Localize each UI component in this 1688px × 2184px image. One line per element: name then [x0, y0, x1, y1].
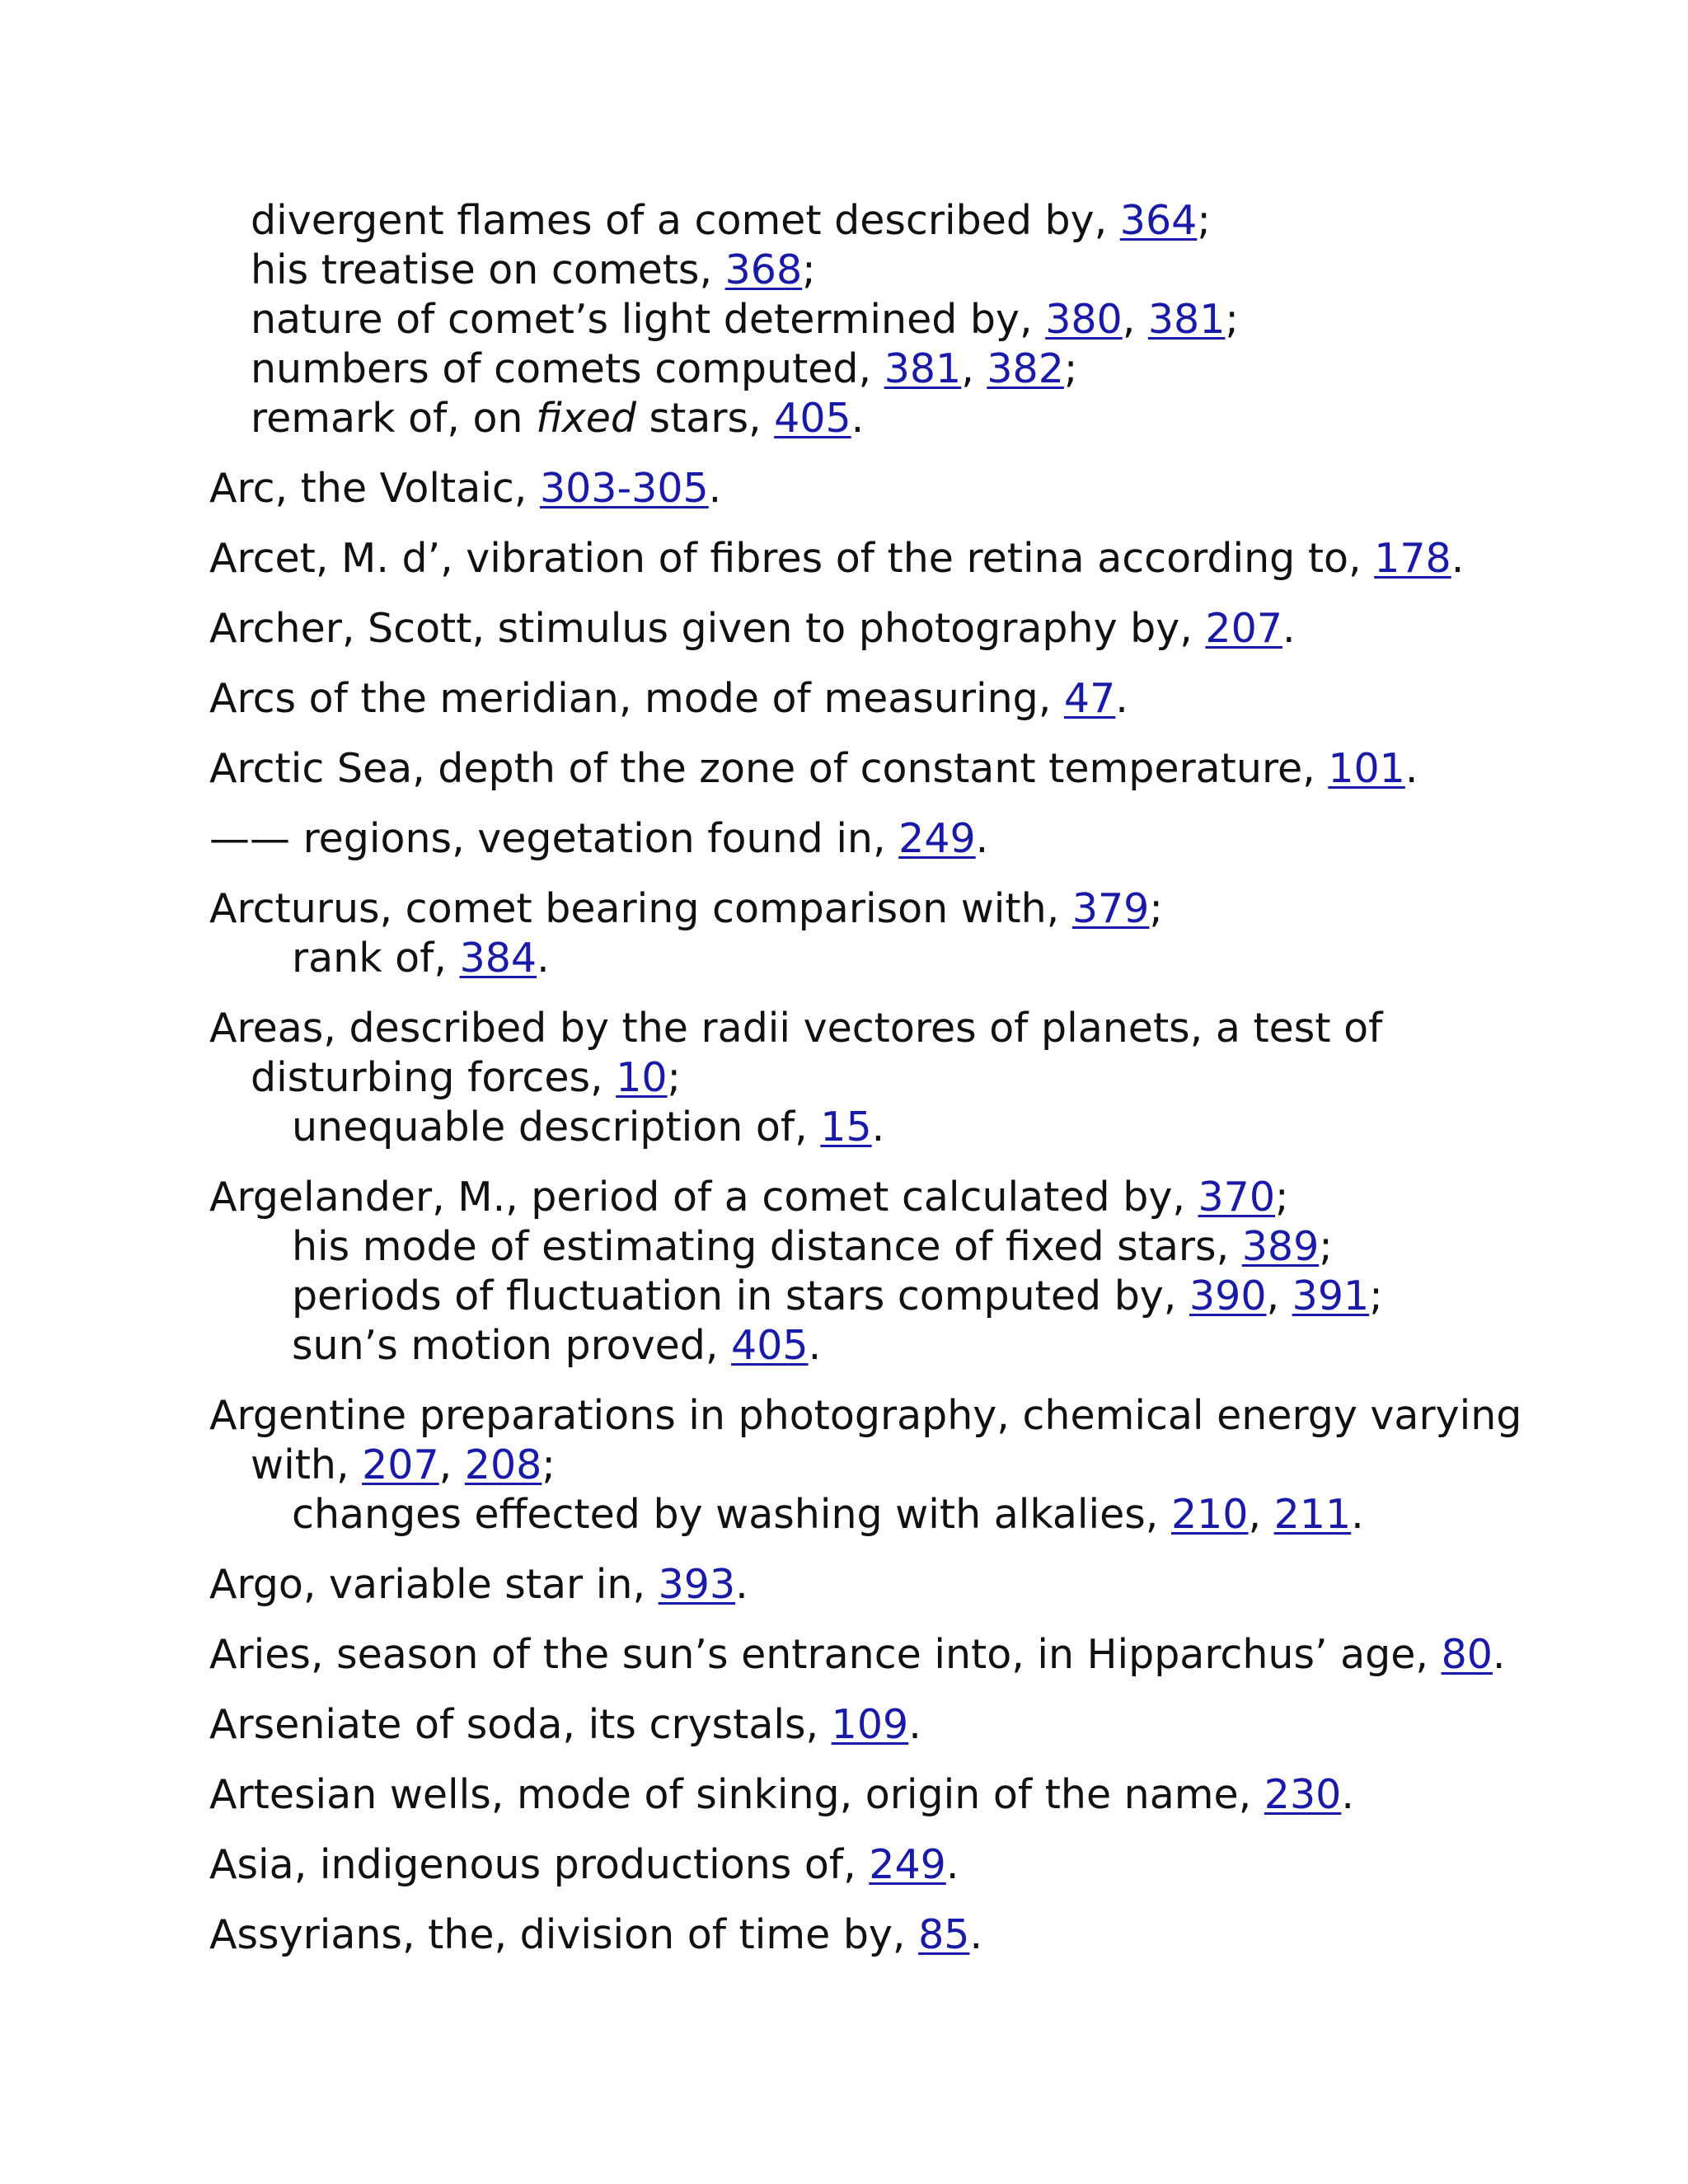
index-text: ,: [1266, 1272, 1292, 1319]
index-text: Assyrians, the, division of time by,: [209, 1911, 919, 1958]
index-sub-line: [251, 1103, 1528, 1152]
page-link[interactable]: 405: [731, 1322, 809, 1369]
index-text: Arcs of the meridian, mode of measuring,: [209, 675, 1064, 722]
index-entry: [209, 464, 1528, 513]
index-heading-line: [209, 745, 1418, 792]
index-text: Arctic Sea, depth of the zone of constant temperature,: [209, 745, 1329, 792]
index-entry: [209, 196, 1528, 443]
index-text: sun’s motion proved,: [292, 1322, 732, 1369]
index-page: [209, 196, 1528, 1980]
index-entry: [209, 1840, 1528, 1890]
page-link[interactable]: 405: [774, 395, 851, 442]
index-text: .: [1115, 675, 1128, 722]
index-heading-line: [209, 1841, 959, 1888]
index-text: ;: [1369, 1272, 1383, 1319]
page-link[interactable]: 303-305: [539, 465, 709, 512]
index-entry: [209, 1173, 1528, 1371]
index-text: unequable description of,: [292, 1104, 821, 1151]
index-text: divergent flames of a comet described by,: [251, 197, 1120, 244]
index-sub-line: [251, 1321, 1528, 1371]
page-link[interactable]: 208: [464, 1441, 542, 1488]
index-text: .: [537, 935, 550, 982]
index-entry: [209, 1391, 1528, 1540]
index-text: ,: [438, 1441, 465, 1488]
page-link[interactable]: 390: [1189, 1272, 1267, 1319]
index-text: his mode of estimating distance of fixed stars,: [292, 1223, 1242, 1270]
index-entry: [209, 534, 1528, 583]
page-link[interactable]: 379: [1071, 885, 1150, 932]
index-text: his treatise on comets,: [251, 246, 725, 293]
index-text-emphasis: fixed: [536, 395, 636, 442]
page-link[interactable]: 211: [1273, 1491, 1352, 1538]
index-entry: [209, 1004, 1528, 1152]
index-text: Arc, the Voltaic,: [209, 465, 540, 512]
page-link[interactable]: 10: [616, 1054, 668, 1101]
page-link[interactable]: 381: [884, 345, 962, 392]
index-text: .: [945, 1841, 959, 1888]
index-sub-line: [251, 295, 1528, 344]
index-text: ;: [1275, 1174, 1289, 1221]
page-link[interactable]: 384: [459, 935, 537, 982]
index-entry: [209, 604, 1528, 654]
index-text: rank of,: [292, 935, 460, 982]
index-text: .: [1341, 1771, 1354, 1818]
index-text: Argelander, M., period of a comet calculated by,: [209, 1174, 1198, 1221]
index-text: ,: [1248, 1491, 1274, 1538]
index-heading-line: [209, 1392, 1522, 1488]
index-heading-line: [209, 675, 1128, 722]
index-heading-line: [209, 1911, 982, 1958]
index-text: periods of fluctuation in stars computed by,: [292, 1272, 1189, 1319]
index-heading-line: [209, 1561, 748, 1608]
index-text: changes effected by washing with alkalies,: [292, 1491, 1171, 1538]
page-link[interactable]: 391: [1292, 1272, 1370, 1319]
index-text: Argo, variable star in,: [209, 1561, 659, 1608]
index-sub-line: [251, 1490, 1528, 1540]
index-entry: [209, 1630, 1528, 1680]
page-link[interactable]: 381: [1147, 296, 1226, 343]
page-link[interactable]: 210: [1170, 1491, 1249, 1538]
page-link[interactable]: 85: [918, 1911, 970, 1958]
index-text: .: [1404, 745, 1418, 792]
index-text: ;: [1149, 885, 1163, 932]
page-link[interactable]: 370: [1198, 1174, 1276, 1221]
page-link[interactable]: 368: [724, 246, 803, 293]
index-text: .: [735, 1561, 748, 1608]
index-sub-line: [251, 246, 1528, 295]
page-link[interactable]: 249: [898, 815, 976, 862]
index-text: numbers of comets computed,: [251, 345, 884, 392]
index-text: .: [908, 1701, 921, 1748]
index-text: .: [1451, 535, 1465, 582]
page-link[interactable]: 47: [1063, 675, 1116, 722]
index-text: ;: [1063, 345, 1078, 392]
index-text: ;: [802, 246, 816, 293]
index-entry: [209, 1770, 1528, 1820]
index-entry: [209, 1700, 1528, 1750]
index-sub-line: [251, 934, 1528, 983]
index-heading-line: [209, 605, 1296, 652]
index-heading-line: [209, 1701, 921, 1748]
index-sub-line: [251, 1222, 1528, 1272]
index-sub-line: [251, 1272, 1528, 1321]
index-heading-line: [209, 1005, 1382, 1101]
index-entry: [209, 674, 1528, 724]
index-text: Areas, described by the radii vectores of planets, a test of disturbing forces,: [209, 1005, 1383, 1101]
index-text: .: [975, 815, 989, 862]
index-sub-line: [251, 196, 1528, 246]
page-link[interactable]: 207: [1205, 605, 1282, 652]
index-text: Argentine preparations in photography, chemical energy varying with,: [209, 1392, 1522, 1488]
index-text: Asia, indigenous productions of,: [209, 1841, 870, 1888]
index-text: ;: [1225, 296, 1239, 343]
index-entry: [209, 1560, 1528, 1610]
index-text: ;: [667, 1054, 682, 1101]
index-entry: [209, 884, 1528, 983]
index-text: .: [1492, 1631, 1506, 1678]
index-text: Arcet, M. d’, vibration of fibres of the retina according to,: [209, 535, 1375, 582]
page-link[interactable]: 15: [820, 1104, 872, 1151]
index-heading-line: [209, 885, 1163, 932]
index-sub-line: [251, 344, 1528, 394]
index-text: Arseniate of soda, its crystals,: [209, 1701, 832, 1748]
page-link[interactable]: 178: [1374, 535, 1451, 582]
index-text: .: [969, 1911, 983, 1958]
index-text: ;: [542, 1441, 556, 1488]
index-text: .: [851, 395, 865, 442]
index-text: ,: [961, 345, 987, 392]
index-text: ;: [1319, 1223, 1333, 1270]
page-link[interactable]: 389: [1241, 1223, 1320, 1270]
index-entry: [209, 814, 1528, 864]
index-text: .: [808, 1322, 822, 1369]
page-link[interactable]: 364: [1119, 197, 1198, 244]
index-text: ,: [1122, 296, 1148, 343]
index-text: Aries, season of the sun’s entrance into, in Hipparchus’ age,: [209, 1631, 1442, 1678]
index-text: —— regions, vegetation found in,: [209, 815, 899, 862]
index-text: .: [708, 465, 722, 512]
index-text: nature of comet’s light determined by,: [251, 296, 1046, 343]
page-link[interactable]: 80: [1441, 1631, 1493, 1678]
index-text: Artesian wells, mode of sinking, origin of the name,: [209, 1771, 1264, 1818]
page-link[interactable]: 207: [362, 1441, 439, 1488]
page-link[interactable]: 380: [1045, 296, 1123, 343]
page-link[interactable]: 109: [831, 1701, 909, 1748]
index-heading-line: [209, 815, 988, 862]
page-link[interactable]: 101: [1328, 745, 1405, 792]
page-link[interactable]: 230: [1264, 1771, 1342, 1818]
page-link[interactable]: 393: [658, 1561, 736, 1608]
index-heading-line: [209, 1771, 1354, 1818]
index-heading-line: [209, 1631, 1506, 1678]
index-heading-line: [209, 465, 721, 512]
index-entry: [209, 1910, 1528, 1960]
index-heading-line: [209, 1174, 1289, 1221]
index-heading-line: [209, 535, 1464, 582]
index-text: ;: [1197, 197, 1211, 244]
index-text: stars,: [635, 395, 775, 442]
index-text: remark of, on: [251, 395, 537, 442]
index-text: .: [1282, 605, 1296, 652]
index-text: .: [871, 1104, 885, 1151]
index-sub-line: [251, 394, 1528, 443]
page-link[interactable]: 249: [869, 1841, 946, 1888]
index-text: .: [1351, 1491, 1364, 1538]
index-entry: [209, 744, 1528, 794]
index-text: Archer, Scott, stimulus given to photography by,: [209, 605, 1206, 652]
page-link[interactable]: 382: [987, 345, 1064, 392]
index-text: Arcturus, comet bearing comparison with,: [209, 885, 1072, 932]
